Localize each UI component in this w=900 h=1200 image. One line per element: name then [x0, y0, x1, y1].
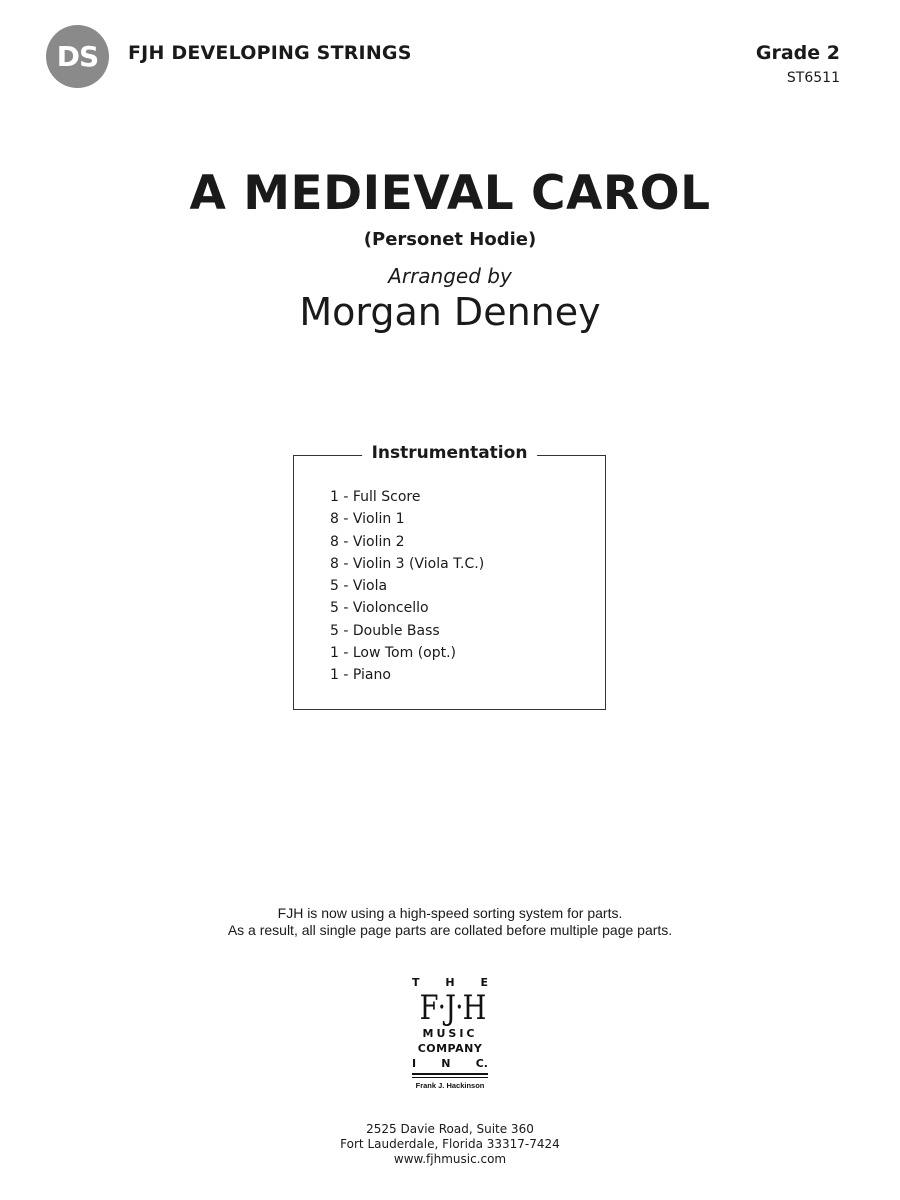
instrumentation-heading: Instrumentation — [362, 443, 538, 463]
grade-level: Grade 2 — [755, 42, 840, 64]
logo-row-company: COMPANY — [417, 1042, 483, 1055]
arranger-name: Morgan Denney — [299, 290, 601, 334]
logo-fjh-letters: F • J • H — [419, 988, 487, 1028]
list-item: 8 - Violin 1 — [330, 511, 405, 528]
publisher-address — [0, 1122, 900, 1167]
address-line: 2525 Davie Road, Suite 360 — [366, 1122, 534, 1136]
logo-divider — [412, 1073, 488, 1075]
list-item: 1 - Low Tom (opt.) — [330, 645, 457, 662]
logo-row-music: MUSIC — [422, 1027, 478, 1040]
list-item: 1 - Piano — [330, 667, 391, 684]
ds-logo-badge: DS — [46, 25, 109, 88]
list-item: 8 - Violin 2 — [330, 533, 405, 550]
list-item: 1 - Full Score — [330, 489, 421, 505]
series-name: FJH DEVELOPING STRINGS — [128, 42, 412, 64]
fjh-music-company-logo — [412, 975, 488, 1090]
arranged-by-label: Arranged by — [388, 264, 512, 288]
list-item: 5 - Violoncello — [330, 600, 429, 617]
instrumentation-box — [293, 443, 606, 710]
logo-row-inc: I N C. — [412, 1057, 488, 1070]
list-item: 8 - Violin 3 (Viola T.C.) — [330, 555, 485, 572]
list-item: 5 - Viola — [330, 578, 388, 595]
instrumentation-list — [330, 486, 484, 687]
notice-line: As a result, all single page parts are collated before multiple page parts. — [227, 922, 673, 938]
list-item: 5 - Double Bass — [330, 622, 440, 639]
page-title: A MEDIEVAL CAROL — [189, 166, 711, 221]
subtitle: (Personet Hodie) — [363, 229, 537, 250]
address-line: Fort Lauderdale, Florida 33317-7424 — [340, 1137, 560, 1151]
website-link[interactable]: www.fjhmusic.com — [393, 1152, 507, 1166]
logo-row-the: T H E — [412, 976, 488, 989]
logo-signature: Frank J. Hackinson — [415, 1081, 485, 1090]
logo-divider — [412, 1077, 488, 1078]
catalog-number: ST6511 — [786, 70, 840, 86]
sorting-notice — [0, 905, 900, 939]
notice-line: FJH is now using a high-speed sorting system for parts. — [277, 905, 623, 921]
